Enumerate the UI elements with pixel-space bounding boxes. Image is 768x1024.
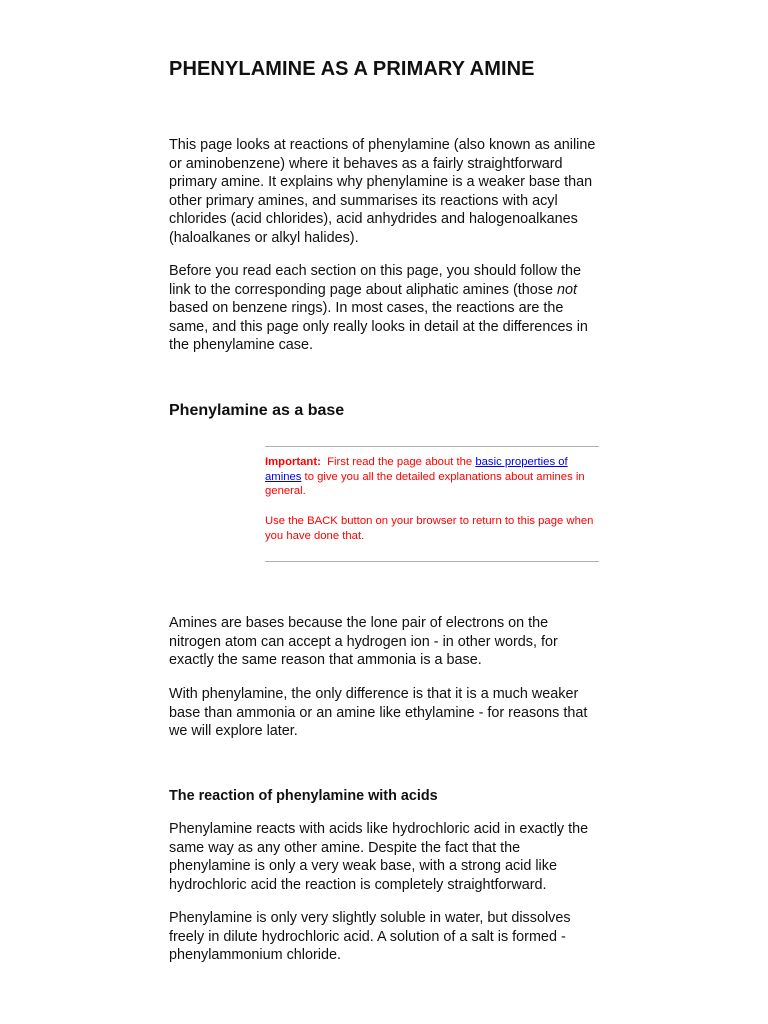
acids-paragraph-1: Phenylamine reacts with acids like hydrochloric acid in exactly the same way as any other amine. Despite the fact that the phenylamine is only a very weak base, with a strong acid like hydrochloric acid the reaction is completely straightforward. <box>169 821 589 893</box>
important-note-box <box>265 446 599 562</box>
basic-properties-of-amines-link[interactable]: basic properties of amines <box>265 456 568 483</box>
base-paragraph-1: Amines are bases because the lone pair of electrons on the nitrogen atom can accept a hydrogen ion - in other words, for exactly the same reason that ammonia is a base. <box>169 615 558 669</box>
intro-paragraph-2-start: Before you read each section on this page, you should follow the link to the corresponding page about aliphatic amines (those <box>169 263 582 298</box>
intro-paragraph-2-end: based on benzene rings). In most cases, the reactions are the same, and this page only really looks in detail at the differences in the phenylamine case. <box>169 300 588 354</box>
emphasis-not: not <box>557 281 578 298</box>
acids-paragraph-2: Phenylamine is only very slightly soluble in water, but dissolves freely in dilute hydrochloric acid. A solution of a salt is formed - phenylammonium chloride. <box>169 910 571 964</box>
important-label: Important: <box>265 456 321 468</box>
intro-paragraph-1: This page looks at reactions of phenylamine (also known as aniline or aminobenzene) where it behaves as a fairly straightforward primary amine. It explains why phenylamine is a weaker base than other primary amines, and summarises its reactions with acyl chlorides (acid chlorides), acid anhydrides and halogenoalkanes (haloalkanes or alkyl halides). <box>169 137 596 246</box>
heading-phenylamine-as-base: Phenylamine as a base <box>169 402 345 419</box>
back-button-note: Use the BACK button on your browser to return to this page when you have done that. <box>265 515 594 542</box>
page-title: PHENYLAMINE AS A PRIMARY AMINE <box>169 58 535 80</box>
important-note-after-link: to give you all the detailed explanations about amines in general. <box>265 470 585 498</box>
intro-paragraph-2 <box>169 262 601 355</box>
important-note-before-link: First read the page about the <box>320 456 476 468</box>
heading-reaction-with-acids: The reaction of phenylamine with acids <box>169 788 438 804</box>
base-paragraph-2: With phenylamine, the only difference is that it is a much weaker base than ammonia or an amine like ethylamine - for reasons that we will explore later. <box>169 686 588 740</box>
important-note-text <box>265 455 599 499</box>
